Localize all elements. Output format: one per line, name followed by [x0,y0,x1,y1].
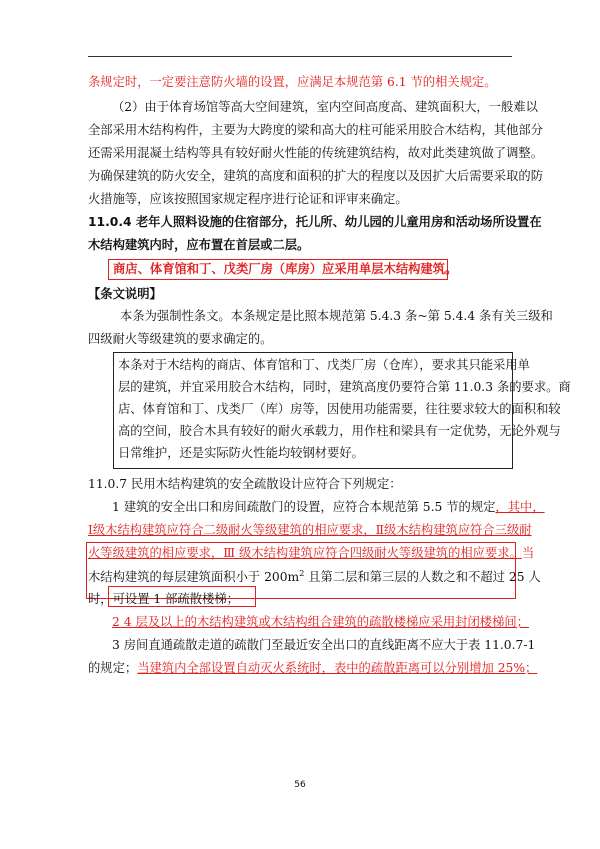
text-line-6: 火措施等，应该按照国家规定程序进行论证和评审来确定。 [88,192,408,206]
section-heading-explanation: 【条文说明】 [88,286,162,301]
clause-11-0-4-line-2: 木结构建筑内时，应布置在首层或二层。 [88,238,310,252]
clause-mandatory-red: 商店、体育馆和丁、戊类厂房（库房）应采用单层木结构建筑。 [113,262,458,276]
item-1-text: 1 建筑的安全出口和房间疏散门的设置，应符合本规范第 5.5 节的规定 [112,500,496,514]
item-1-line-3-boxed: 当 [521,546,535,560]
clause-11-0-4-line-1: 11.0.4 老年人照料设施的住宿部分，托儿所、幼儿园的儿童用房和活动场所设置在 [88,215,542,229]
item-1-line-3-red: 火等级建筑的相应要求，Ⅲ 级木结构建筑应符合四级耐火等级建筑的相应要求。 [88,546,522,560]
box-line-2: 层的建筑，并宜采用胶合木结构，同时，建筑高度仍要符合第 11.0.3 条的要求。商 [118,380,571,394]
box-line-3: 店、体育馆和丁、戊类厂（库）房等，因使用功能需要，往往要求较大的面积和较 [118,402,561,416]
text-line-1: 条规定时，一定要注意防火墙的设置，应满足本规范第 6.1 节的相关规定。 [88,75,497,89]
item-1-line-1 [112,499,545,515]
box-line-1: 本条对于木结构的商店、体育馆和丁、戊类厂房（仓库），要求其只能采用单 [118,358,530,372]
item-1-line-2: Ⅰ级木结构建筑应符合二级耐火等级建筑的相应要求，Ⅱ级木结构建筑应符合三级耐 [88,523,532,537]
item-1-line-4 [88,569,541,585]
text-line-12: 四级耐火等级建筑的要求确定的。 [88,332,273,346]
item-1-line-4-a: 木结构建筑的每层建筑面积小于 200m [88,570,300,584]
item-3-line-1: 3 房间直通疏散走道的疏散门至最近安全出口的直线距离不应大于表 11.0.7-1 [112,638,536,652]
item-1-line-5: 时，可设置 1 部疏散楼梯； [88,592,239,606]
box-line-5: 日常维护，还是实际防火性能均较钢材要好。 [118,446,364,460]
header-rule [88,56,512,57]
page-number: 56 [294,780,306,790]
text-line-2: （2）由于体育场馆等高大空间建筑，室内空间高度高、建筑面积大，一般难以 [112,100,538,114]
superscript-2: 2 [299,568,305,578]
item-1-red-text: ，其中， [495,500,545,514]
text-line-4: 还需采用混凝土结构等具有较好耐火性能的传统建筑结构，故对此类建筑做了调整。 [88,146,543,160]
item-1-line-4-b: 且第二层和第三层的人数之和不超过 25 人 [304,570,541,584]
item-3-line-2 [88,660,537,676]
text-line-5: 为确保建筑的防火安全，建筑的高度和面积的扩大的程度以及因扩大后需要采取的防 [88,169,543,183]
item-3-red-text: 当建筑内全部设置自动灭火系统时，表中的疏散距离可以分别增加 25%； [137,661,538,675]
highlight-box-stair [108,586,256,607]
box-line-4: 高的空间，胶合木具有较好的耐火承载力，用作柱和梁具有一定优势，无论外观与 [118,424,561,438]
clause-11-0-7: 11.0.7 民用木结构建筑的安全疏散设计应符合下列规定： [88,477,402,491]
text-line-3: 全部采用木结构构件，主要为大跨度的梁和高大的柱可能采用胶合木结构，其他部分 [88,123,543,137]
item-3-text: 的规定； [88,661,138,675]
item-2: 2 4 层及以上的木结构建筑或木结构组合建筑的疏散楼梯应采用封闭楼梯间； [112,615,529,629]
text-line-11: 本条为强制性条文。本条规定是比照本规范第 5.4.3 条~第 5.4.4 条有关三级和 [120,309,553,323]
